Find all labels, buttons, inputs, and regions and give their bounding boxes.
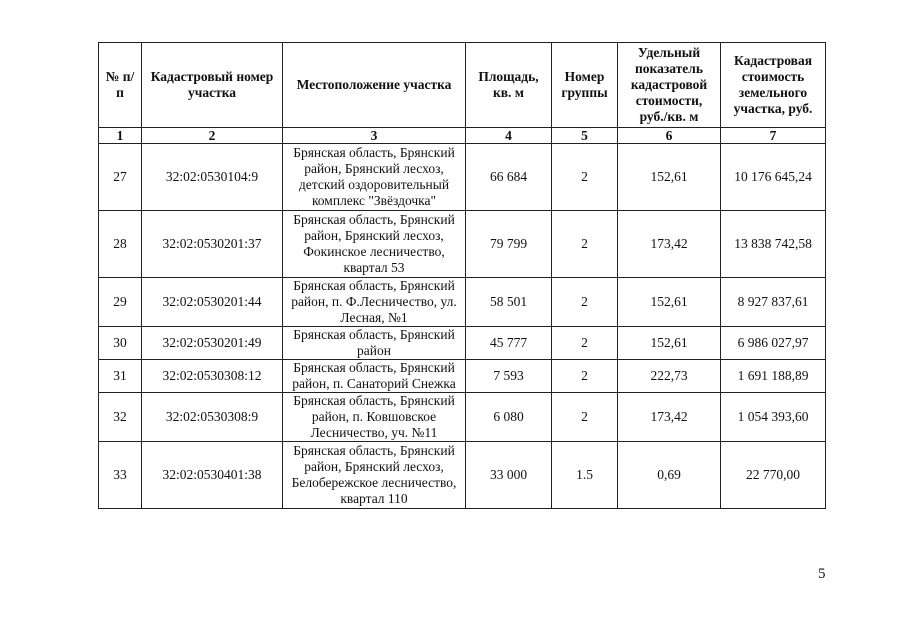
cadastral-value: 22 770,00 — [721, 442, 826, 509]
location: Брянская область, Брянский район, Брянский лесхоз, Белобережское лесничество, квартал 110 — [283, 442, 466, 509]
cadastral-table — [98, 42, 826, 509]
location: Брянская область, Брянский район, п. Ковшовское Лесничество, уч. №11 — [283, 393, 466, 442]
column-number: 2 — [142, 128, 283, 144]
unit-value: 152,61 — [618, 327, 721, 360]
table-row — [99, 393, 826, 442]
area: 79 799 — [466, 211, 552, 278]
row-index: 30 — [99, 327, 142, 360]
row-index: 31 — [99, 360, 142, 393]
area: 33 000 — [466, 442, 552, 509]
table-row — [99, 327, 826, 360]
cadastral-value: 8 927 837,61 — [721, 278, 826, 327]
row-index: 33 — [99, 442, 142, 509]
table-row — [99, 360, 826, 393]
group-number: 1.5 — [552, 442, 618, 509]
cadastral-number: 32:02:0530401:38 — [142, 442, 283, 509]
column-number: 5 — [552, 128, 618, 144]
group-number: 2 — [552, 360, 618, 393]
column-number: 7 — [721, 128, 826, 144]
area: 45 777 — [466, 327, 552, 360]
cadastral-value: 10 176 645,24 — [721, 144, 826, 211]
location: Брянская область, Брянский район, п. Санаторий Снежка — [283, 360, 466, 393]
unit-value: 222,73 — [618, 360, 721, 393]
header-cell-area: Площадь, кв. м — [466, 43, 552, 128]
unit-value: 152,61 — [618, 144, 721, 211]
column-number: 1 — [99, 128, 142, 144]
table-row — [99, 144, 826, 211]
table-row — [99, 211, 826, 278]
unit-value: 0,69 — [618, 442, 721, 509]
row-index: 27 — [99, 144, 142, 211]
cadastral-number: 32:02:0530201:44 — [142, 278, 283, 327]
header-cell-cadastral-value: Кадастровая стоимость земельного участка, руб. — [721, 43, 826, 128]
area: 6 080 — [466, 393, 552, 442]
area: 66 684 — [466, 144, 552, 211]
location: Брянская область, Брянский район — [283, 327, 466, 360]
header-row — [99, 43, 826, 128]
location: Брянская область, Брянский район, Брянский лесхоз, детский оздоровительный комплекс "Звёздочка" — [283, 144, 466, 211]
unit-value: 173,42 — [618, 211, 721, 278]
group-number: 2 — [552, 327, 618, 360]
cadastral-number: 32:02:0530308:12 — [142, 360, 283, 393]
cadastral-value: 1 054 393,60 — [721, 393, 826, 442]
unit-value: 152,61 — [618, 278, 721, 327]
header-cell-unit-value: Удельный показатель кадастровой стоимости, руб./кв. м — [618, 43, 721, 128]
column-number: 3 — [283, 128, 466, 144]
page-number: 5 — [818, 566, 826, 582]
table-row — [99, 278, 826, 327]
area: 7 593 — [466, 360, 552, 393]
location: Брянская область, Брянский район, п. Ф.Лесничество, ул. Лесная, №1 — [283, 278, 466, 327]
cadastral-value: 13 838 742,58 — [721, 211, 826, 278]
row-index: 32 — [99, 393, 142, 442]
header-cell-group: Номер группы — [552, 43, 618, 128]
column-number: 6 — [618, 128, 721, 144]
group-number: 2 — [552, 144, 618, 211]
column-number-row — [99, 128, 826, 144]
cadastral-number: 32:02:0530201:37 — [142, 211, 283, 278]
group-number: 2 — [552, 278, 618, 327]
cadastral-number: 32:02:0530308:9 — [142, 393, 283, 442]
group-number: 2 — [552, 211, 618, 278]
cadastral-number: 32:02:0530201:49 — [142, 327, 283, 360]
header-cell-index: № п/п — [99, 43, 142, 128]
area: 58 501 — [466, 278, 552, 327]
row-index: 28 — [99, 211, 142, 278]
location: Брянская область, Брянский район, Брянский лесхоз, Фокинское лесничество, квартал 53 — [283, 211, 466, 278]
column-number: 4 — [466, 128, 552, 144]
table-row — [99, 442, 826, 509]
unit-value: 173,42 — [618, 393, 721, 442]
header-cell-location: Местоположение участка — [283, 43, 466, 128]
row-index: 29 — [99, 278, 142, 327]
cadastral-value: 6 986 027,97 — [721, 327, 826, 360]
header-cell-cadastral-number: Кадастровый номер участка — [142, 43, 283, 128]
cadastral-value: 1 691 188,89 — [721, 360, 826, 393]
group-number: 2 — [552, 393, 618, 442]
cadastral-number: 32:02:0530104:9 — [142, 144, 283, 211]
